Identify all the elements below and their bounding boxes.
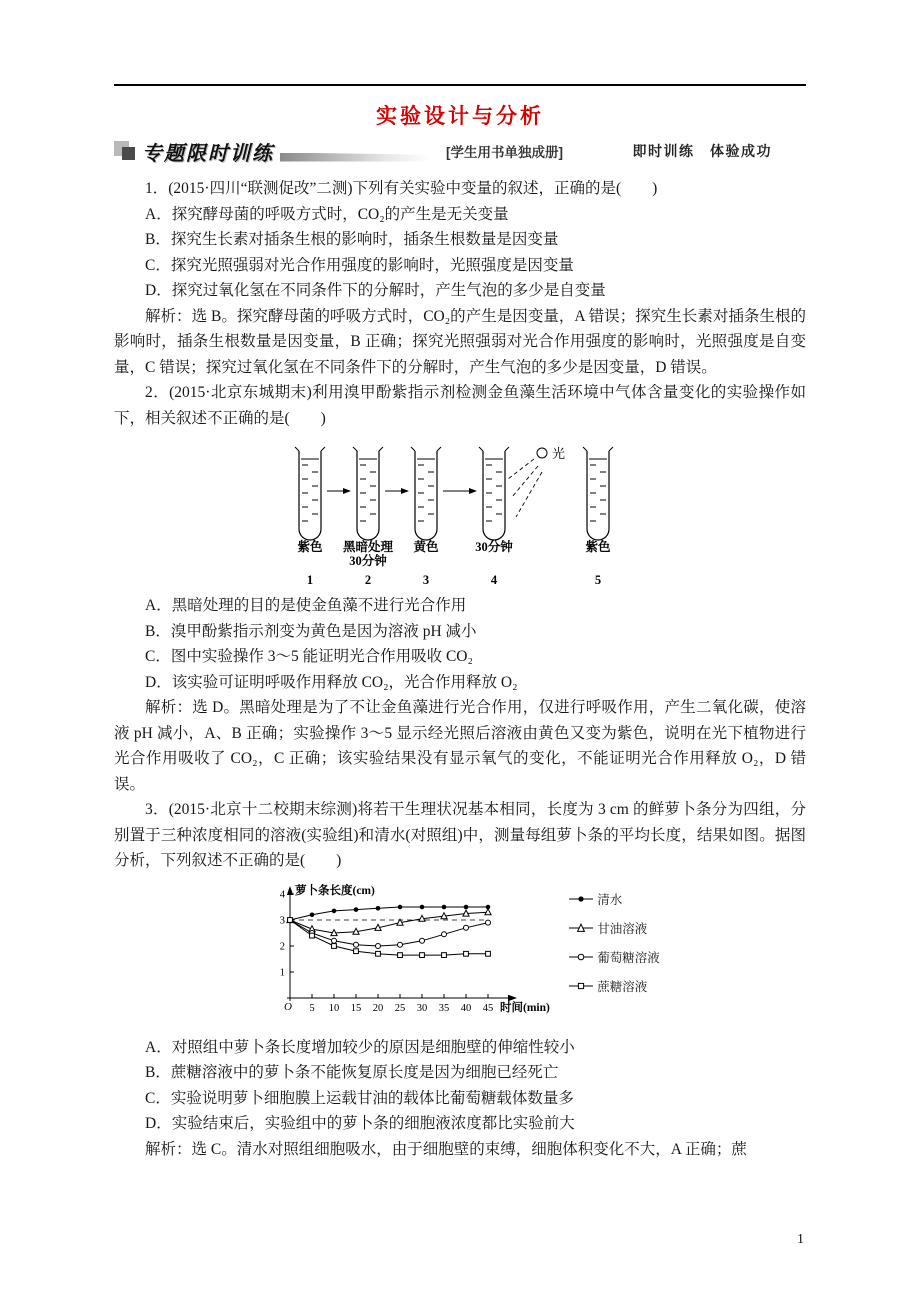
q3-chart [114,880,806,1033]
q2-option-b: B．溴甲酚紫指示剂变为黄色是因为溶液 pH 减小 [145,622,477,640]
svg-text:45: 45 [482,1002,494,1014]
legend-item-sucrose [568,977,660,995]
svg-text:35: 35 [438,1002,450,1014]
q2-option-a: A．黑暗处理的目的是使金鱼藻不进行光合作用 [145,597,467,614]
header-rule [114,84,806,86]
tube3-label: 黄色 [413,540,439,554]
test-tube [411,447,441,540]
svg-text:25: 25 [394,1002,406,1014]
q1-analysis: 解析：选 B。探究酵母菌的呼吸方式时，CO₂的产生是因变量，A 错误；探究生长素对插条生根的影响时，插条生根数量是因变量，B 正确；探究光照强弱对光合作用强度的影响时，光照强度是自变量，C 错误；探究过氧化氢在不同条件下的分解时，产生气泡的多少是因变量，D 错误。 [114,307,806,376]
q1-option-b: B．探究生长素对插条生根的影响时，插条生根数量是因变量 [145,231,559,248]
legend-label: 蔗糖溶液 [597,979,648,994]
test-tube [479,447,509,540]
svg-text:10: 10 [328,1002,340,1014]
q2-diagram [114,439,806,591]
tube4-label: 30分钟 [475,540,513,554]
q2-analysis: 解析：选 D。黑暗处理是为了不让金鱼藻进行光合作用，仅进行呼吸作用，产生二氧化碳，使溶液 pH 减小，A、B 正确；实验操作 3～5 显示经光照后溶液由黄色又变为紫色，说明在光下植物进行光合作用吸收了 CO₂，C 正确；该实验结果没有显示氧气的变化，不能证明光合作用释放 O₂，D 错误。 [114,699,806,793]
svg-text:O: O [284,1000,293,1013]
q3-option-a: A．对照组中萝卜条长度增加较少的原因是细胞壁的伸缩性较小 [145,1038,575,1056]
svg-text:20: 20 [372,1002,384,1014]
svg-text:4: 4 [279,889,286,900]
q1-option-c: C．探究光照强弱对光合作用强度的影响时，光照强度是因变量 [145,256,574,274]
light-label: 光 [552,446,566,461]
page-title: 实验设计与分析 [376,104,544,128]
q2-option-c: C．图中实验操作 3～5 能证明光合作用吸收 CO₂ [145,648,473,665]
page-number: 1 [797,1232,804,1247]
legend-label: 葡萄糖溶液 [597,950,660,965]
open-square-marker-icon [568,980,594,992]
tube2-label: 黑暗处理 [342,540,394,554]
open-circle-marker-icon [568,951,594,963]
test-tube [353,447,383,540]
tube1-label: 紫色 [297,540,323,554]
q2-option-d: D．该实验可证明呼吸作用释放 CO₂，光合作用释放 O₂ [145,673,518,691]
q3-plot [260,880,562,1033]
banner-swoosh-decoration [280,153,430,162]
tube3-number: 3 [422,573,430,587]
svg-text:1: 1 [279,967,286,978]
square-icon [122,147,135,160]
q3-legend [568,880,660,995]
legend-item-glycerol [568,919,660,937]
svg-text:3: 3 [279,915,286,926]
test-tube-diagram [280,439,640,591]
q3-option-c: C．实验说明萝卜细胞膜上运载甘油的载体比葡萄糖载体数量多 [145,1089,574,1107]
q2-stem: 2．(2015·北京东城期末)利用溴甲酚紫指示剂检测金鱼藻生活环境中气体含量变化的实验操作如下，相关叙述不正确的是( ) [114,384,806,427]
q3-stem: 3．(2015·北京十二校期末综测)将若干生理状况基本相同，长度为 3 cm 的鲜萝卜条分为四组，分别置于三种浓度相同的溶液(实验组)和清水(对照组)中，测量每组萝卜条的平均长度，结果如图。据图分析，下列叙述不正确的是( ) [114,801,806,869]
q3-option-b: B．蔗糖溶液中的萝卜条不能恢复原长度是因为细胞已经死亡 [145,1064,559,1081]
banner-heading: 专题限时训练 [142,142,274,165]
svg-text:30: 30 [416,1002,428,1014]
svg-text:2: 2 [279,941,286,952]
legend-item-glucose [568,948,660,966]
svg-text:5: 5 [309,1002,315,1014]
q1-stem: 1．(2015·四川“联测促改”二测)下列有关实验中变量的叙述，正确的是( ) [145,180,658,197]
q3-option-d: D．实验结束后，实验组中的萝卜条的细胞液浓度都比实验前大 [145,1115,575,1132]
tube1-number: 1 [306,573,314,587]
tube2-number: 2 [364,573,372,587]
svg-text:15: 15 [350,1002,362,1014]
tube5-label: 紫色 [585,540,611,554]
q1-option-a: A．探究酵母菌的呼吸方式时，CO₂的产生是无关变量 [145,205,509,223]
light-source-icon [508,448,547,517]
test-tube [583,447,613,540]
q1-option-d: D．探究过氧化氢在不同条件下的分解时，产生气泡的多少是自变量 [145,282,606,299]
test-tube [295,447,325,540]
svg-text:时间(min): 时间(min) [500,1001,551,1014]
page-content [114,0,806,1162]
tube2-label-line2: 30分钟 [349,554,387,568]
tube5-number: 5 [594,573,602,587]
q3-chart-svg [260,880,562,1028]
triangle-marker-icon [568,922,594,934]
tube4-number: 4 [490,573,498,587]
banner-book-note: [学生用书单独成册] [446,145,563,160]
q3-analysis: 解析：选 C。清水对照组细胞吸水，由于细胞壁的束缚，细胞体积变化不大，A 正确；蔗 [145,1140,747,1158]
legend-item-water [568,890,660,908]
svg-text:萝卜条长度(cm): 萝卜条长度(cm) [295,884,376,897]
legend-label: 甘油溶液 [597,921,648,936]
banner-right-note: 即时训练 体验成功 [632,143,772,159]
svg-text:40: 40 [460,1002,472,1014]
section-banner [114,136,806,166]
legend-label: 清水 [597,892,623,907]
banner-decoration-icon [114,138,140,164]
filled-circle-marker-icon [568,893,594,905]
